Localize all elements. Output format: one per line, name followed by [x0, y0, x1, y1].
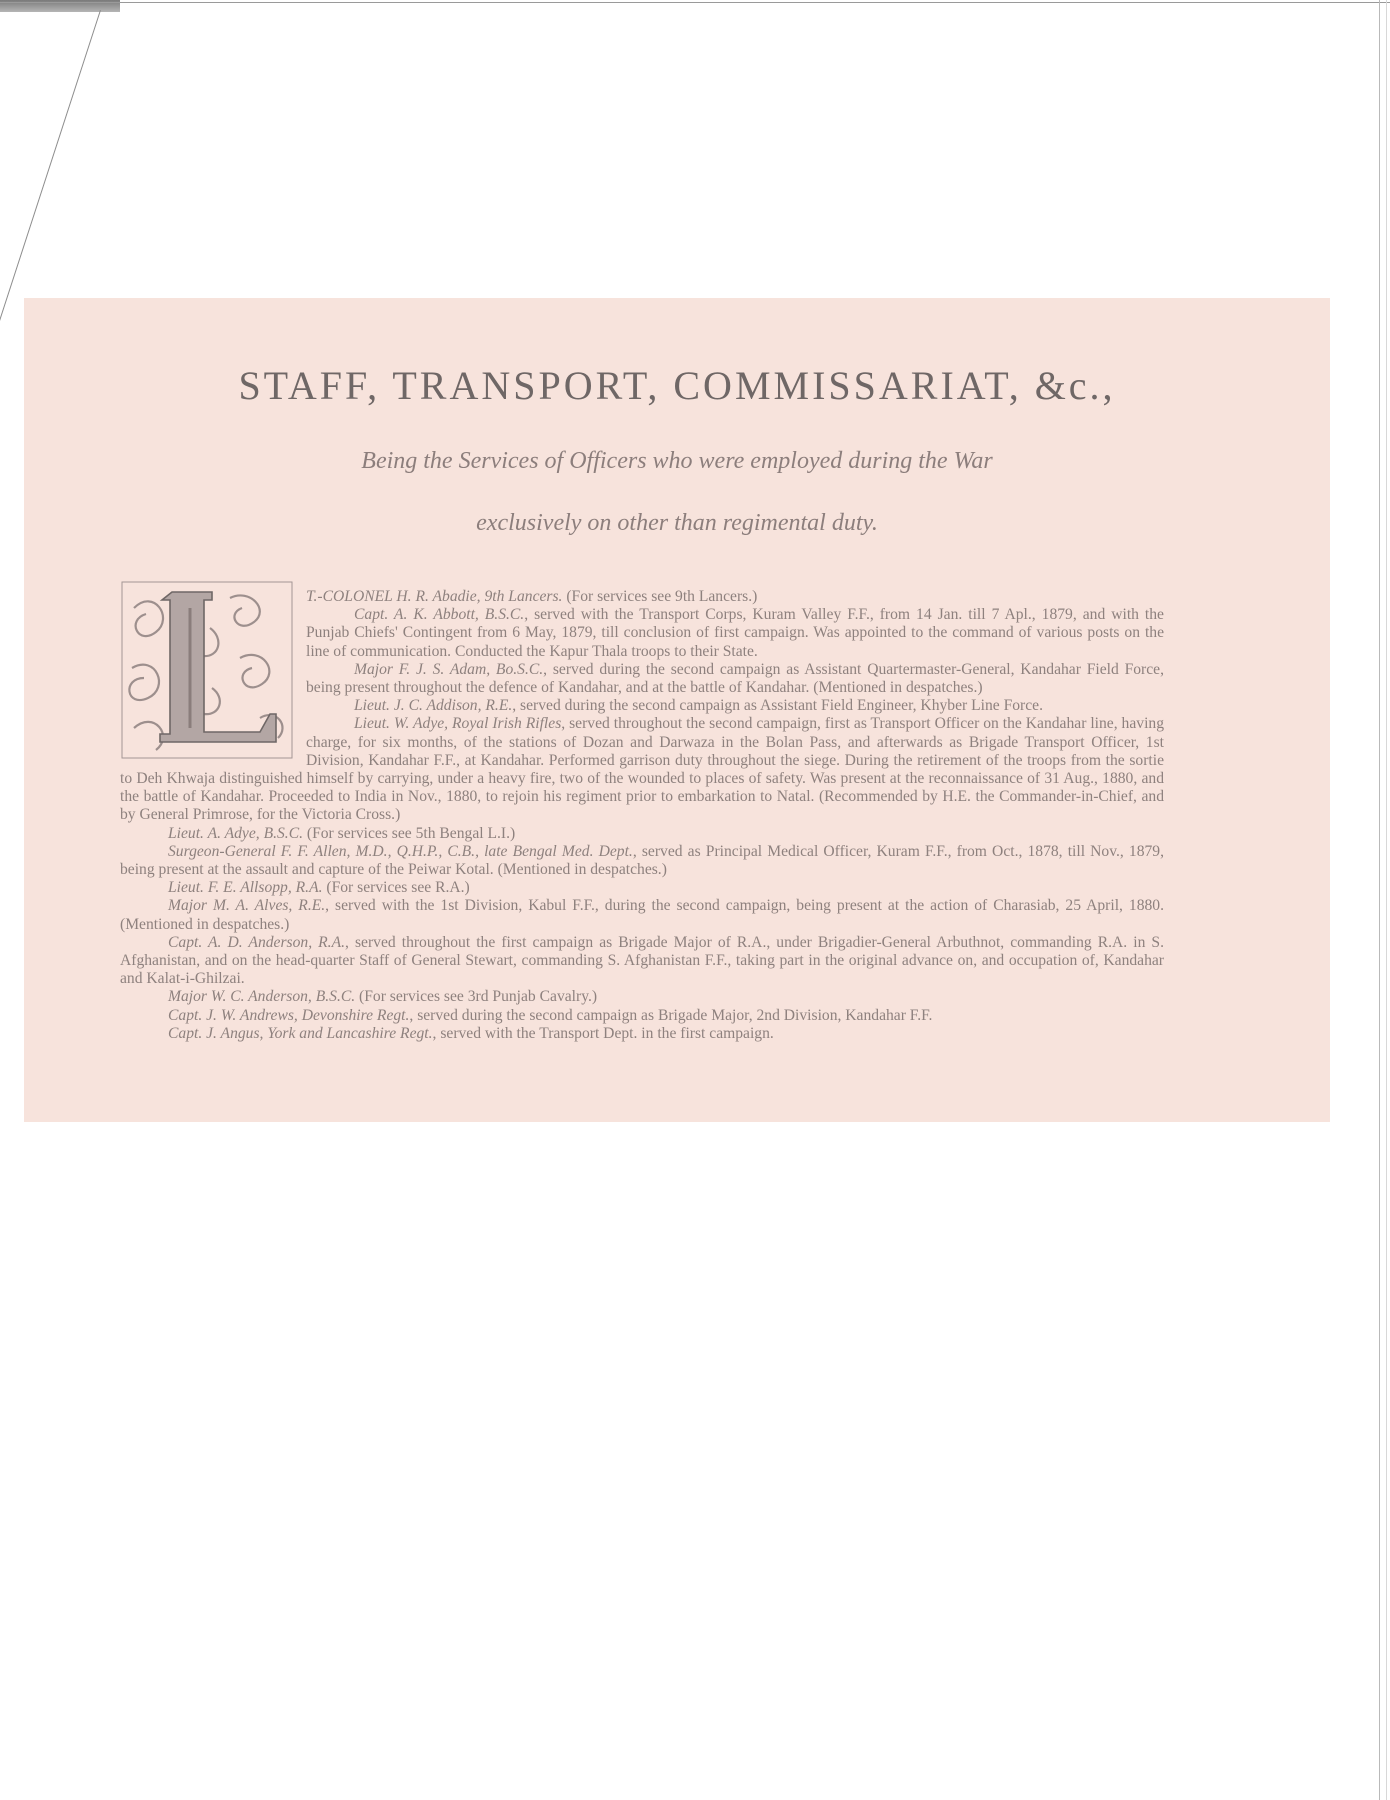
entry	[120, 934, 1164, 989]
entry-text: , served throughout the first campaign as Brigade Major of R.A., under Brigadier-General Arbuthnot, commanding R.A. in S. Afghanistan, and on the head-quarter Staff of General Stewart, commanding S. Afghanistan F.F., taking part in the original advance on, and occupation of, Kandahar and Kalat-i-Ghilzai.	[120, 933, 1164, 988]
entry-text: , served during the second campaign as Assistant Field Engineer, Khyber Line Force.	[512, 697, 1043, 715]
ornamental-initial-L-icon	[120, 578, 306, 770]
entry-text: (For services see R.A.)	[322, 879, 470, 897]
entry-name: Lieut. J. C. Addison, R.E.	[354, 697, 513, 715]
entry-name: Capt. A. D. Anderson, R.A.	[168, 933, 346, 951]
entry-text: (For services see 5th Bengal L.I.)	[303, 824, 516, 842]
entry-text: , served during the second campaign as Assistant Quartermaster-General, Kandahar Field Force, being present throughout the defence of Kandahar, and at the battle of Kandahar. (Mentioned in despatches.)	[306, 660, 1164, 697]
document-page	[24, 298, 1330, 1122]
entry-text: , served throughout the second campaign, first as Transport Officer on the Kandahar line, having charge, for six months, of the stations of Dozan and Darwaza in the Bolan Pass, and afterwards as Brigade Transport Officer, 1st Division, Kandahar F.F., at Kandahar. Performed garrison duty throughout the siege. During the retirement of the troops from the sortie to Deh Khwaja distinguished himself by carrying, under a heavy fire, two of the wounded to places of safety. Was present at the reconnaissance of 31 Aug., 1880, and the battle of Kandahar. Proceeded to India in Nov., 1880, to rejoin his regiment prior to embarkation to Natal. (Recommended by H.E. the Commander-in-Chief, and by General Primrose, for the Victoria Cross.)	[120, 715, 1164, 824]
entry-text: , served as Principal Medical Officer, Kuram F.F., from Oct., 1878, till Nov., 1879, being present at the assault and capture of the Peiwar Kotal. (Mentioned in despatches.)	[120, 842, 1164, 879]
entry	[120, 988, 1164, 1006]
entry	[120, 843, 1164, 879]
page-subtitle-line-1: Being the Services of Officers who were employed during the War	[361, 448, 993, 474]
entry-text: , served with the 1st Division, Kabul F.F., during the second campaign, being present at the action of Charasiab, 25 April, 1880. (Mentioned in despatches.)	[120, 897, 1165, 933]
entry-name: T.-COLONEL H. R. Abadie, 9th Lancers.	[306, 588, 563, 605]
page-subtitle-line-2: exclusively on other than regimental duty.	[476, 510, 878, 536]
entry-name: Major M. A. Alves, R.E.	[168, 897, 326, 915]
entry-name: Major W. C. Anderson, B.S.C.	[168, 988, 356, 1006]
entry-name: Surgeon-General F. F. Allen, M.D., Q.H.P., C.B., late Bengal Med. Dept.	[168, 842, 633, 860]
entry	[120, 1007, 1164, 1025]
entry	[120, 897, 1164, 933]
entry-text: , served during the second campaign as Brigade Major, 2nd Division, Kandahar F.F.	[409, 1006, 933, 1024]
entry-text: (For services see 3rd Punjab Cavalry.)	[355, 988, 598, 1006]
entry-text: , served with the Transport Corps, Kuram Valley F.F., from 14 Jan. till 7 Apl., 1879, and with the Punjab Chiefs' Contingent from 6 May, 1879, till conclusion of first campaign. Was appointed to the command of various posts on the line of communication. Conducted the Kapur Thala troops to their State.	[306, 606, 1164, 660]
entry-text: (For services see 9th Lancers.)	[562, 588, 758, 605]
scan-right-edge	[1379, 0, 1380, 1800]
entry-name: Lieut. W. Adye, Royal Irish Rifles	[354, 715, 562, 733]
entry-name: Lieut. A. Adye, B.S.C.	[168, 824, 303, 842]
entry-name: Capt. J. Angus, York and Lancashire Regt.	[168, 1024, 433, 1042]
entry-name: Capt. J. W. Andrews, Devonshire Regt.	[168, 1006, 410, 1024]
entry	[120, 879, 1164, 897]
page-title: STAFF, TRANSPORT, COMMISSARIAT, &c.,	[238, 363, 1116, 408]
entry	[120, 1025, 1164, 1043]
scan-artifact-edge	[0, 10, 101, 324]
entries-body	[120, 588, 1164, 1043]
scan-artifact-line	[0, 2, 1390, 3]
entry	[120, 825, 1164, 843]
entry-name: Capt. A. K. Abbott, B.S.C.	[354, 606, 525, 624]
entry-text: , served with the Transport Dept. in the first campaign.	[432, 1024, 774, 1042]
scan-right-edge-2	[1386, 0, 1387, 1800]
entry-name: Major F. J. S. Adam, Bo.S.C.	[354, 660, 544, 678]
entry-name: Lieut. F. E. Allsopp, R.A.	[168, 879, 323, 897]
